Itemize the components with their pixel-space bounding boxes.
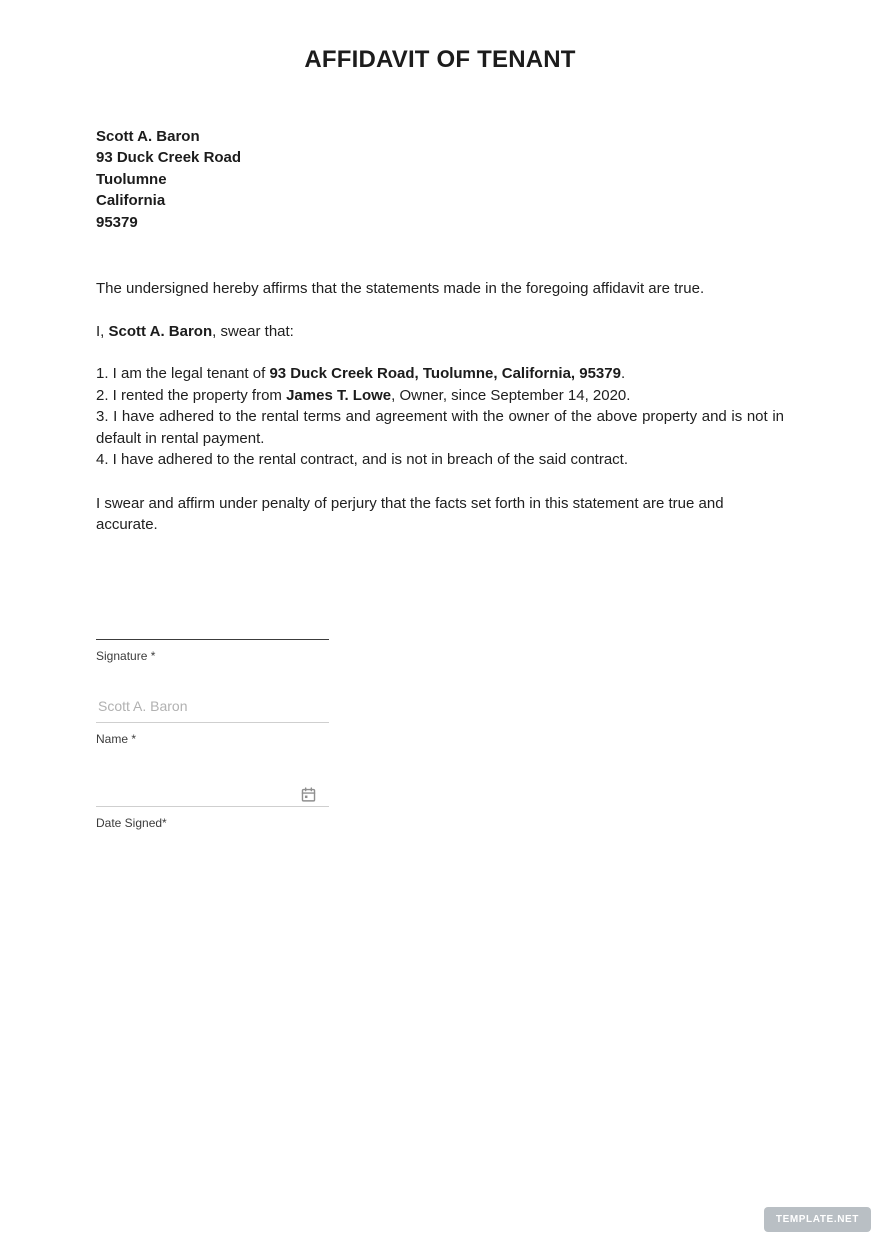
affidavit-list (96, 363, 784, 471)
address-line-zip: 95379 (96, 213, 138, 231)
address-line-street: 93 Duck Creek Road (96, 149, 242, 167)
address-line-state: California (96, 192, 166, 210)
swear-suffix: , swear that: (212, 322, 294, 340)
signature-label: Signature * (96, 648, 156, 663)
date-input[interactable] (96, 777, 329, 807)
list-item-1 (96, 363, 784, 385)
item1-text: 1. I am the legal tenant of (96, 365, 270, 383)
signature-line[interactable] (96, 639, 329, 640)
item2-owner-name: James T. Lowe (286, 386, 392, 404)
swear-prefix: I, (96, 322, 109, 340)
name-field (96, 694, 329, 746)
item2-suffix: , Owner, since September 14, 2020. (391, 386, 631, 404)
intro-paragraph: The undersigned hereby affirms that the statements made in the foregoing affidavit are true. (96, 280, 705, 298)
closing-paragraph: I swear and affirm under penalty of perjury that the facts set forth in this statement are true and accurate. (96, 494, 724, 534)
list-item-2 (96, 385, 784, 407)
date-field (96, 777, 329, 830)
item1-address: 93 Duck Creek Road, Tuolumne, California, 95379 (269, 365, 621, 383)
item1-period: . (620, 365, 626, 383)
calendar-icon[interactable] (300, 786, 317, 803)
page-title: AFFIDAVIT OF TENANT (304, 46, 576, 73)
address-block (96, 126, 784, 233)
form-area (96, 639, 329, 830)
name-label: Name * (96, 731, 137, 746)
list-item-3: 3. I have adhered to the rental terms and agreement with the owner of the above property and is not in default in rental payment. (96, 408, 784, 447)
date-label: Date Signed* (96, 815, 167, 830)
address-line-city: Tuolumne (96, 170, 167, 188)
name-input[interactable] (96, 694, 329, 723)
address-line-name: Scott A. Baron (96, 128, 200, 145)
item2-text: 2. I rented the property from (96, 386, 287, 404)
swear-statement (96, 321, 784, 343)
list-item-4: 4. I have adhered to the rental contract, and is not in breach of the said contract. (96, 451, 628, 469)
signature-field[interactable] (96, 639, 329, 663)
template-net-badge: TEMPLATE.NET (764, 1207, 871, 1232)
swear-name: Scott A. Baron (108, 322, 213, 340)
